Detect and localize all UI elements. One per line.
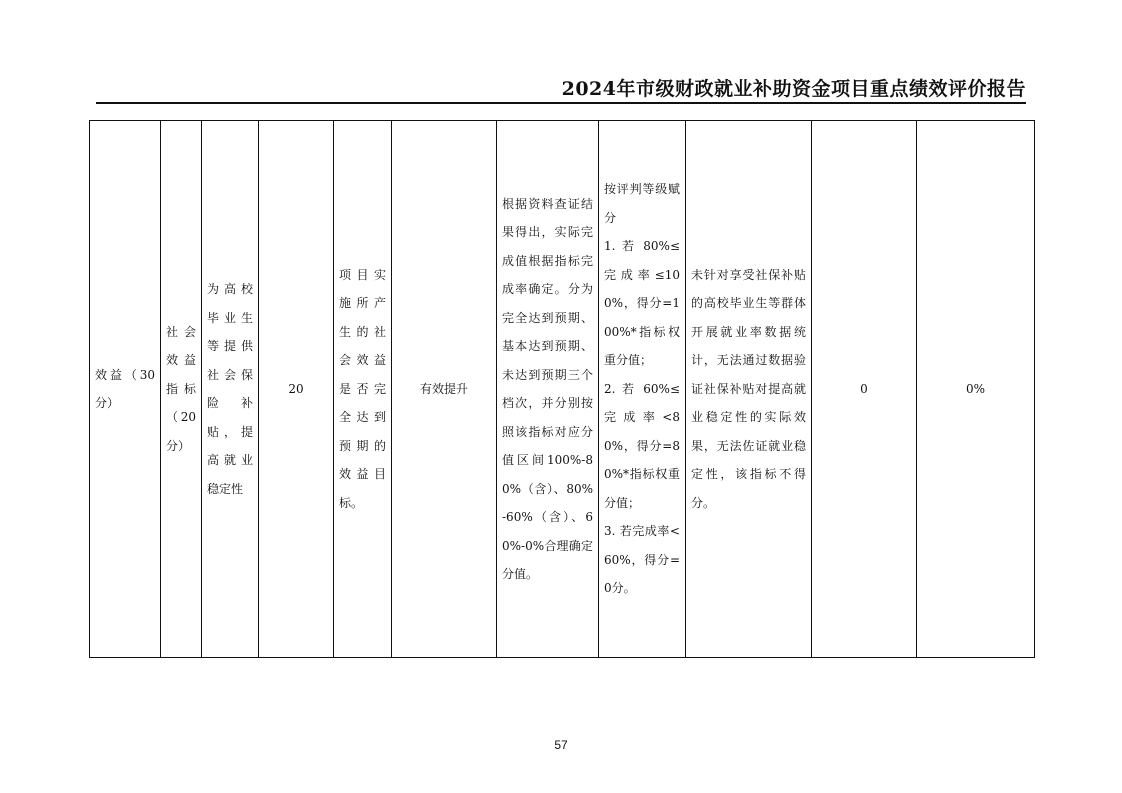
indicator-name-cell: 有效提升 — [392, 121, 497, 658]
score-rate-cell: 0% — [917, 121, 1035, 658]
report-title: 2024年市级财政就业补助资金项目重点绩效评价报告 — [561, 78, 1026, 100]
page-number: 57 — [554, 738, 568, 752]
analysis-cell: 未针对享受社保补贴的高校毕业生等群体开展就业率数据统计，无法通过数据验证社保补贴对提高就业稳定性的实际效果，无法佐证就业稳定性，该指标不得分。 — [686, 121, 812, 658]
evaluation-table — [89, 120, 1035, 658]
level2-indicator-cell: 社会效益指标（20分） — [161, 121, 202, 658]
table-row — [90, 121, 1035, 658]
evaluation-basis-cell: 根据资料查证结果得出，实际完成值根据指标完成率确定。分为完全达到预期、基本达到预期、未达到预期三个档次，并分别按照该指标对应分值区间100%-80%（含）、80%-60%（含）、60%-0%合理确定分值。 — [497, 121, 599, 658]
level3-indicator-cell: 为高校毕业生等提供社会保险补贴，提高就业稳定性 — [202, 121, 259, 658]
indicator-description-cell: 项目实施所产生的社会效益是否完全达到预期的效益目标。 — [334, 121, 392, 658]
score-cell: 0 — [812, 121, 917, 658]
scoring-rule-cell: 按评判等级赋分 1. 若 80%≤完成率≤100%，得分=100%*指标权重分值； 2. 若 60%≤完成率<80%，得分=80%*指标权重分值； 3. 若完成率<60%，得分=0分。 — [599, 121, 686, 658]
level1-indicator-cell: 效益（30分） — [90, 121, 161, 658]
weight-cell: 20 — [259, 121, 334, 658]
header-divider — [96, 102, 1026, 104]
